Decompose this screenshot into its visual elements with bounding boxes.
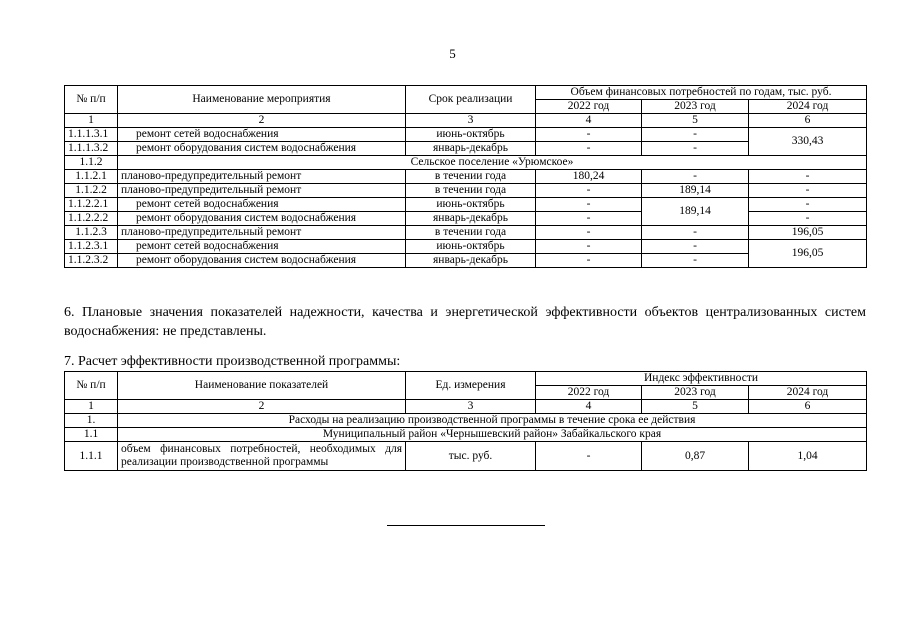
row-name: ремонт сетей водоснабжения: [118, 240, 406, 254]
row-2023: 0,87: [642, 442, 749, 471]
table-row: [65, 142, 867, 156]
header-2023: 2023 год: [642, 386, 749, 400]
row-2022: -: [536, 226, 642, 240]
header-index: Индекс эффективности: [536, 372, 867, 386]
row-name: ремонт оборудования систем водоснабжения: [118, 142, 406, 156]
row-2022: 180,24: [536, 170, 642, 184]
row-num: 1.1.2.2.1: [65, 198, 118, 212]
row-2022: -: [536, 254, 642, 268]
row-2022: -: [536, 198, 642, 212]
col-number: 4: [536, 114, 642, 128]
row-name: ремонт оборудования систем водоснабжения: [118, 254, 406, 268]
divider-line: [387, 525, 545, 526]
table-row: [65, 184, 867, 198]
row-name: ремонт оборудования систем водоснабжения: [118, 212, 406, 226]
table-row: [65, 442, 867, 471]
col-number: 4: [536, 400, 642, 414]
row-2023: -: [642, 170, 749, 184]
section-row: [65, 428, 867, 442]
col-number: 3: [406, 400, 536, 414]
col-number: 6: [749, 400, 867, 414]
header-name: Наименование показателей: [118, 372, 406, 400]
header-2024: 2024 год: [749, 100, 867, 114]
row-period: январь-декабрь: [406, 142, 536, 156]
row-num: 1.1.2.3.2: [65, 254, 118, 268]
row-num: 1.1.2.3.1: [65, 240, 118, 254]
column-number-row: [65, 114, 867, 128]
section-7-title: 7. Расчет эффективности производственной программы:: [64, 354, 401, 369]
section-title: Сельское поселение «Урюмское»: [118, 156, 867, 170]
header-finance: Объем финансовых потребностей по годам, тыс. руб.: [536, 86, 867, 100]
row-2022: -: [536, 212, 642, 226]
header-num: № п/п: [65, 372, 118, 400]
table-row: [65, 128, 867, 142]
table-header-row: [65, 86, 867, 100]
col-number: 6: [749, 114, 867, 128]
row-period: июнь-октябрь: [406, 198, 536, 212]
row-2023: -: [642, 226, 749, 240]
row-name: планово-предупредительный ремонт: [118, 184, 406, 198]
row-2024: -: [749, 198, 867, 212]
row-2022: -: [536, 128, 642, 142]
table-row: [65, 240, 867, 254]
row-name: ремонт сетей водоснабжения: [118, 198, 406, 212]
row-2022: -: [536, 240, 642, 254]
financial-needs-table: [64, 85, 867, 268]
row-name: ремонт сетей водоснабжения: [118, 128, 406, 142]
section-title: Муниципальный район «Чернышевский район» Забайкальского края: [118, 428, 867, 442]
row-num: 1.1: [65, 428, 118, 442]
row-period: в течении года: [406, 226, 536, 240]
row-num: 1.1.2: [65, 156, 118, 170]
col-number: 2: [118, 114, 406, 128]
col-number: 5: [642, 114, 749, 128]
col-number: 5: [642, 400, 749, 414]
row-2024: 196,05: [749, 226, 867, 240]
table-row: [65, 226, 867, 240]
header-num: № п/п: [65, 86, 118, 114]
row-2023: -: [642, 240, 749, 254]
column-number-row: [65, 400, 867, 414]
col-number: 1: [65, 114, 118, 128]
row-2024: 1,04: [749, 442, 867, 471]
col-number: 3: [406, 114, 536, 128]
section-row: [65, 156, 867, 170]
header-2023: 2023 год: [642, 100, 749, 114]
row-2022: -: [536, 142, 642, 156]
col-number: 2: [118, 400, 406, 414]
section-6-text: 6. Плановые значения показателей надежности, качества и энергетической эффективности объектов централизованных систем водоснабжения: не представлены.: [64, 305, 866, 339]
row-name: планово-предупредительный ремонт: [118, 170, 406, 184]
row-name: планово-предупредительный ремонт: [118, 226, 406, 240]
row-period: январь-декабрь: [406, 212, 536, 226]
row-2024: -: [749, 184, 867, 198]
header-2024: 2024 год: [749, 386, 867, 400]
row-num: 1.1.2.2: [65, 184, 118, 198]
row-unit: тыс. руб.: [406, 442, 536, 471]
row-2022: -: [536, 442, 642, 471]
table-row: [65, 170, 867, 184]
row-period: в течении года: [406, 170, 536, 184]
row-2022: -: [536, 184, 642, 198]
row-2023: -: [642, 142, 749, 156]
row-num: 1.1.1: [65, 442, 118, 471]
header-2022: 2022 год: [536, 386, 642, 400]
row-period: июнь-октябрь: [406, 128, 536, 142]
page-number: 5: [449, 46, 456, 61]
row-2023: -: [642, 128, 749, 142]
row-num: 1.1.2.1: [65, 170, 118, 184]
efficiency-table: [64, 371, 867, 471]
merged-2023-value: 189,14: [642, 198, 749, 226]
merged-2024-value: 196,05: [749, 240, 867, 268]
row-2024: -: [749, 170, 867, 184]
header-name: Наименование мероприятия: [118, 86, 406, 114]
row-num: 1.: [65, 414, 118, 428]
row-period: январь-декабрь: [406, 254, 536, 268]
row-num: 1.1.1.3.1: [65, 128, 118, 142]
header-2022: 2022 год: [536, 100, 642, 114]
row-name: объем финансовых потребностей, необходимых для реализации производственной программы: [118, 442, 406, 471]
row-2023: 189,14: [642, 184, 749, 198]
header-unit: Ед. измерения: [406, 372, 536, 400]
row-num: 1.1.2.2.2: [65, 212, 118, 226]
merged-2024-value: 330,43: [749, 128, 867, 156]
row-num: 1.1.1.3.2: [65, 142, 118, 156]
row-2024: -: [749, 212, 867, 226]
section-title: Расходы на реализацию производственной программы в течение срока ее действия: [118, 414, 867, 428]
section-row: [65, 414, 867, 428]
table-row: [65, 254, 867, 268]
row-num: 1.1.2.3: [65, 226, 118, 240]
row-period: в течении года: [406, 184, 536, 198]
table-header-row: [65, 372, 867, 386]
table-row: [65, 198, 867, 212]
row-2023: -: [642, 254, 749, 268]
row-period: июнь-октябрь: [406, 240, 536, 254]
col-number: 1: [65, 400, 118, 414]
header-period: Срок реализации: [406, 86, 536, 114]
